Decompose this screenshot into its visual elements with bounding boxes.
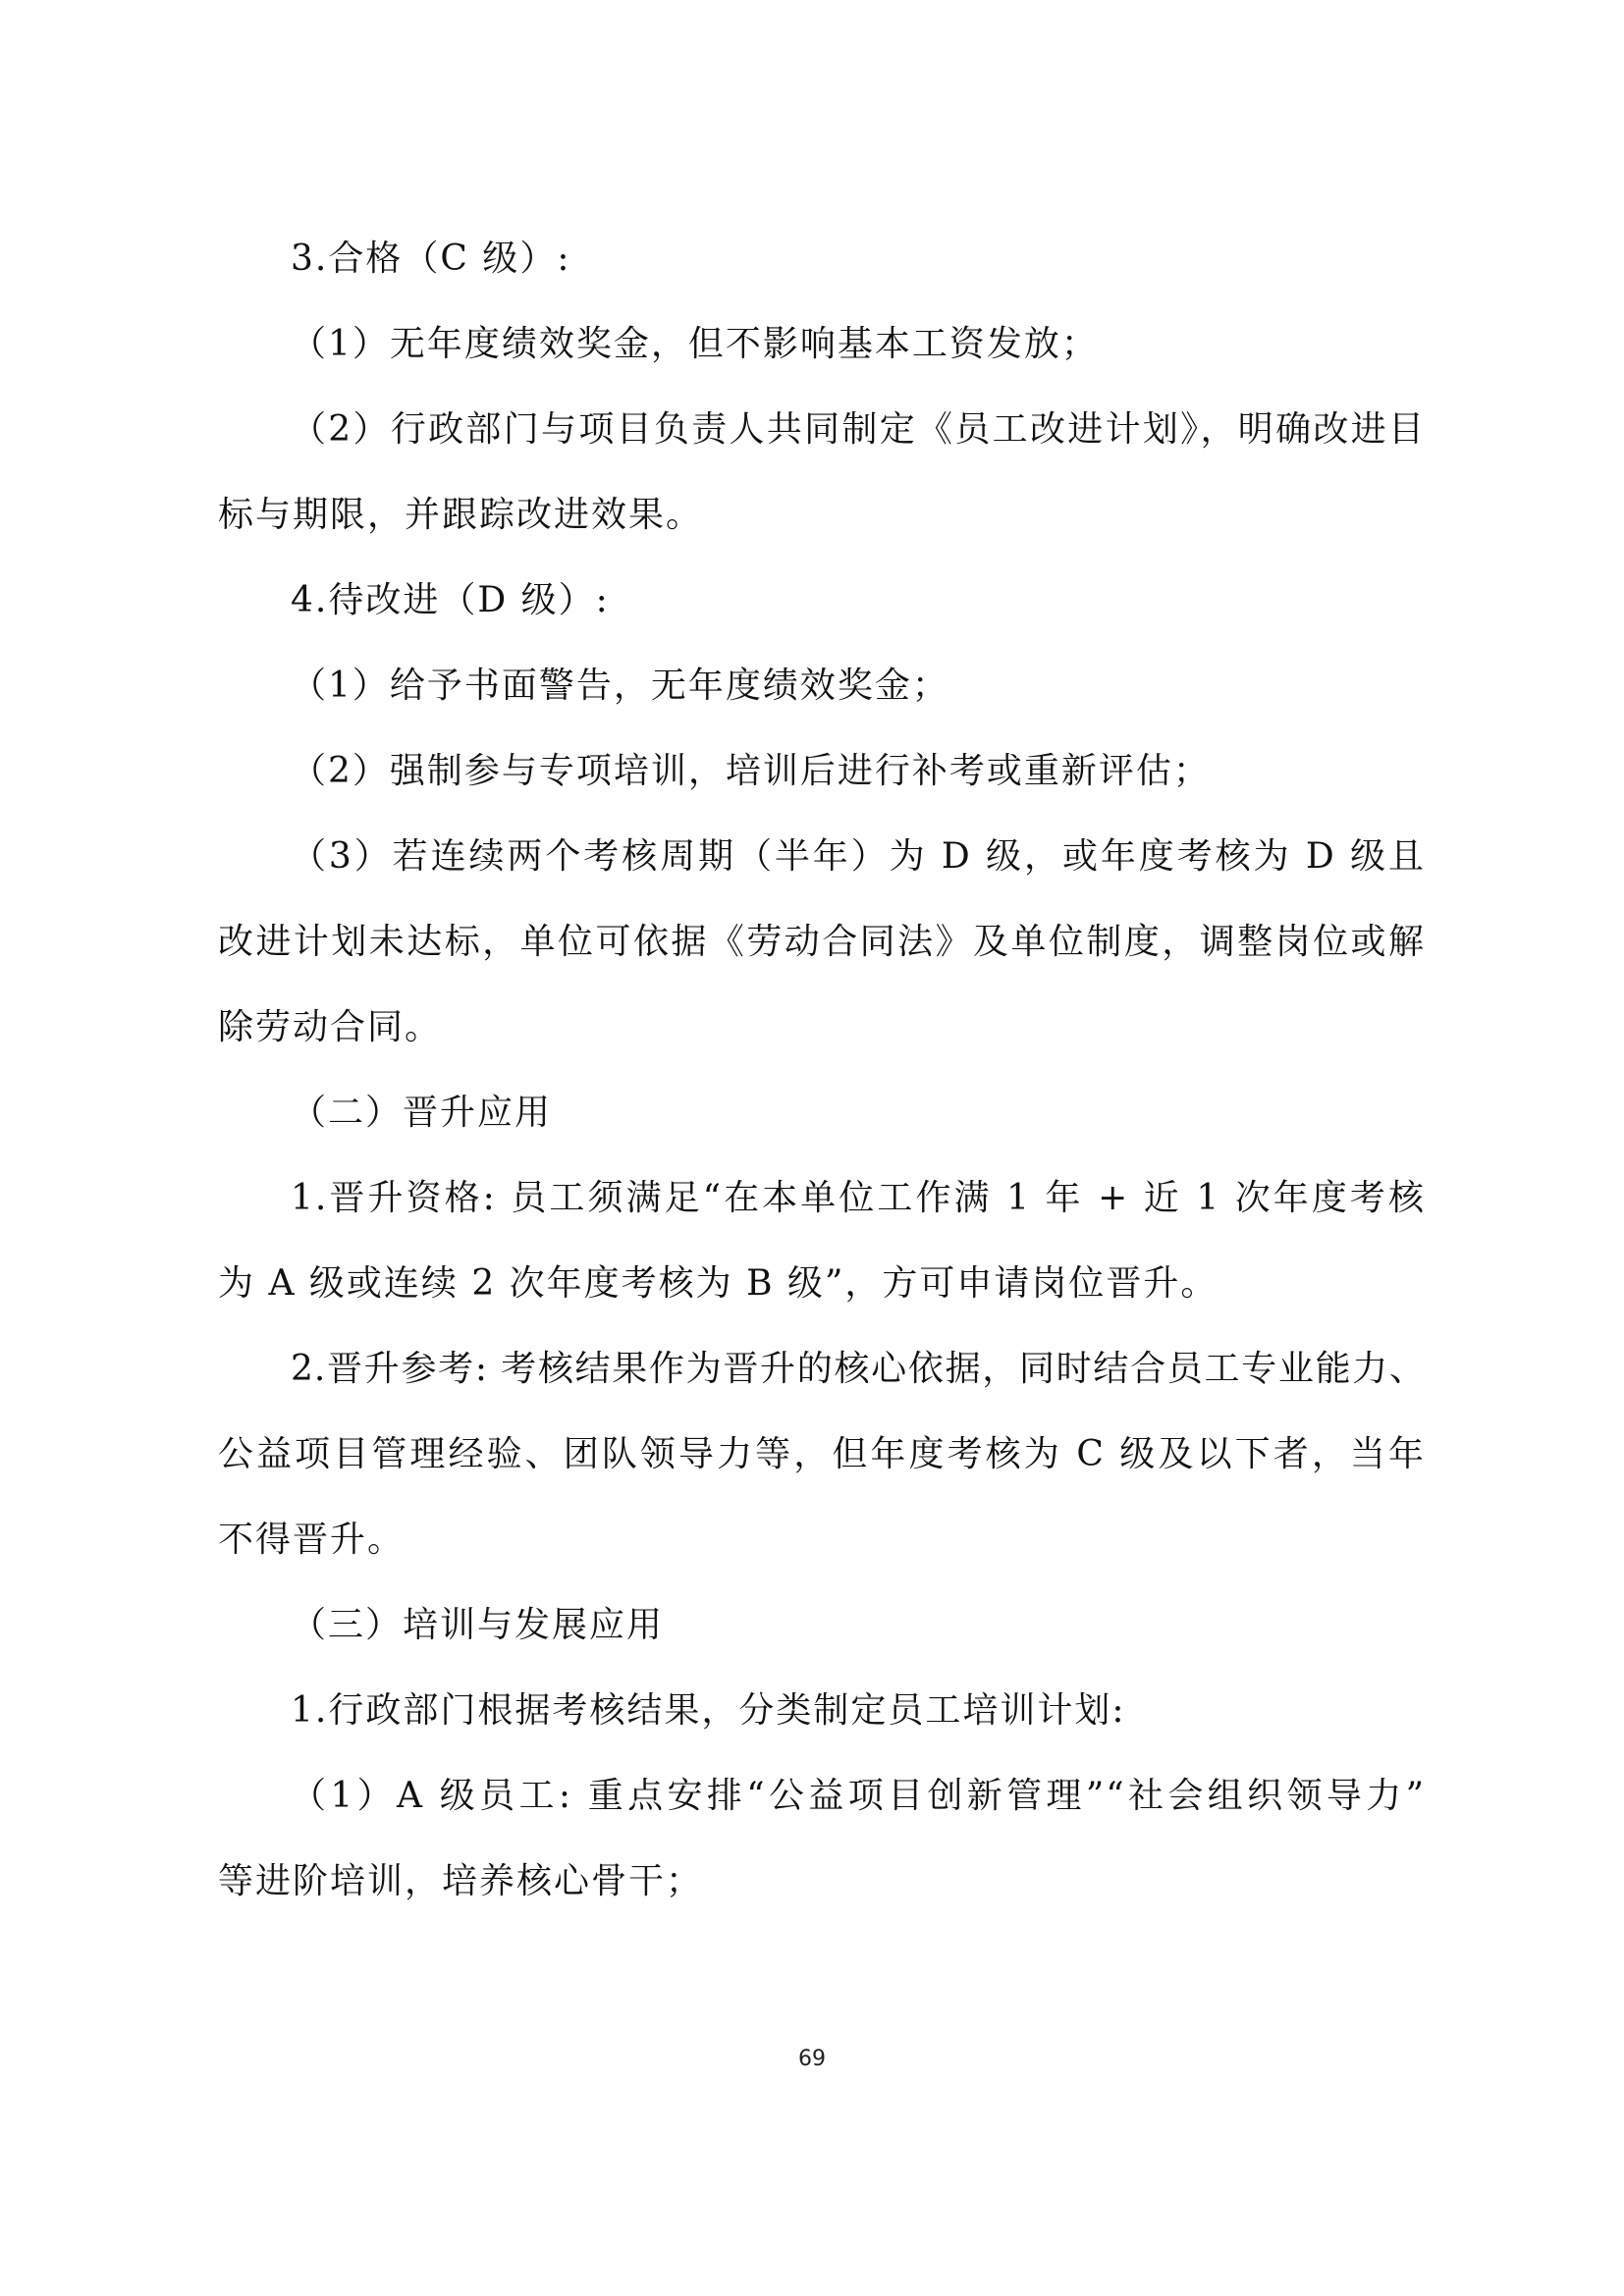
paragraph-line: 1.晋升资格: 员工须满足“在本单位工作满 1 年 + 近 1 次年度考核 xyxy=(291,1178,1426,1218)
paragraph-line: 不得晋升。 xyxy=(218,1520,406,1560)
section-heading: （二）晋升应用 xyxy=(291,1093,553,1133)
paragraph-line: （3）若连续两个考核周期（半年）为 D 级，或年度考核为 D 级且 xyxy=(291,836,1426,877)
paragraph-line: （1）给予书面警告，无年度绩效奖金； xyxy=(291,666,949,706)
paragraph-line: 为 A 级或连续 2 次年度考核为 B 级”，方可申请岗位晋升。 xyxy=(218,1263,1218,1304)
paragraph-line: 等进阶培训，培养核心骨干； xyxy=(218,1861,704,1901)
paragraph-line: 3.合格（C 级）: xyxy=(291,239,571,279)
paragraph-line: 4.待改进（D 级）: xyxy=(291,580,610,620)
paragraph-line: （2）强制参与专项培训，培训后进行补考或重新评估； xyxy=(291,751,1211,791)
paragraph-line: 改进计划未达标，单位可依据《劳动合同法》及单位制度，调整岗位或解 xyxy=(218,922,1426,962)
paragraph-line: 2.晋升参考: 考核结果作为晋升的核心依据，同时结合员工专业能力、 xyxy=(291,1349,1426,1389)
paragraph-line: 标与期限，并跟踪改进效果。 xyxy=(218,495,704,535)
paragraph-line: （2）行政部门与项目负责人共同制定《员工改进计划》，明确改进目 xyxy=(291,409,1426,450)
section-heading: （三）培训与发展应用 xyxy=(291,1605,665,1645)
paragraph-line: （1）无年度绩效奖金，但不影响基本工资发放； xyxy=(291,324,1099,364)
paragraph-line: 1.行政部门根据考核结果，分类制定员工培训计划: xyxy=(291,1690,1126,1731)
page-number: 69 xyxy=(798,2047,826,2071)
paragraph-line: （1）A 级员工: 重点安排“公益项目创新管理”“社会组织领导力” xyxy=(291,1776,1426,1816)
paragraph-line: 除劳动合同。 xyxy=(218,1007,443,1047)
paragraph-line: 公益项目管理经验、团队领导力等，但年度考核为 C 级及以下者，当年 xyxy=(218,1434,1426,1474)
